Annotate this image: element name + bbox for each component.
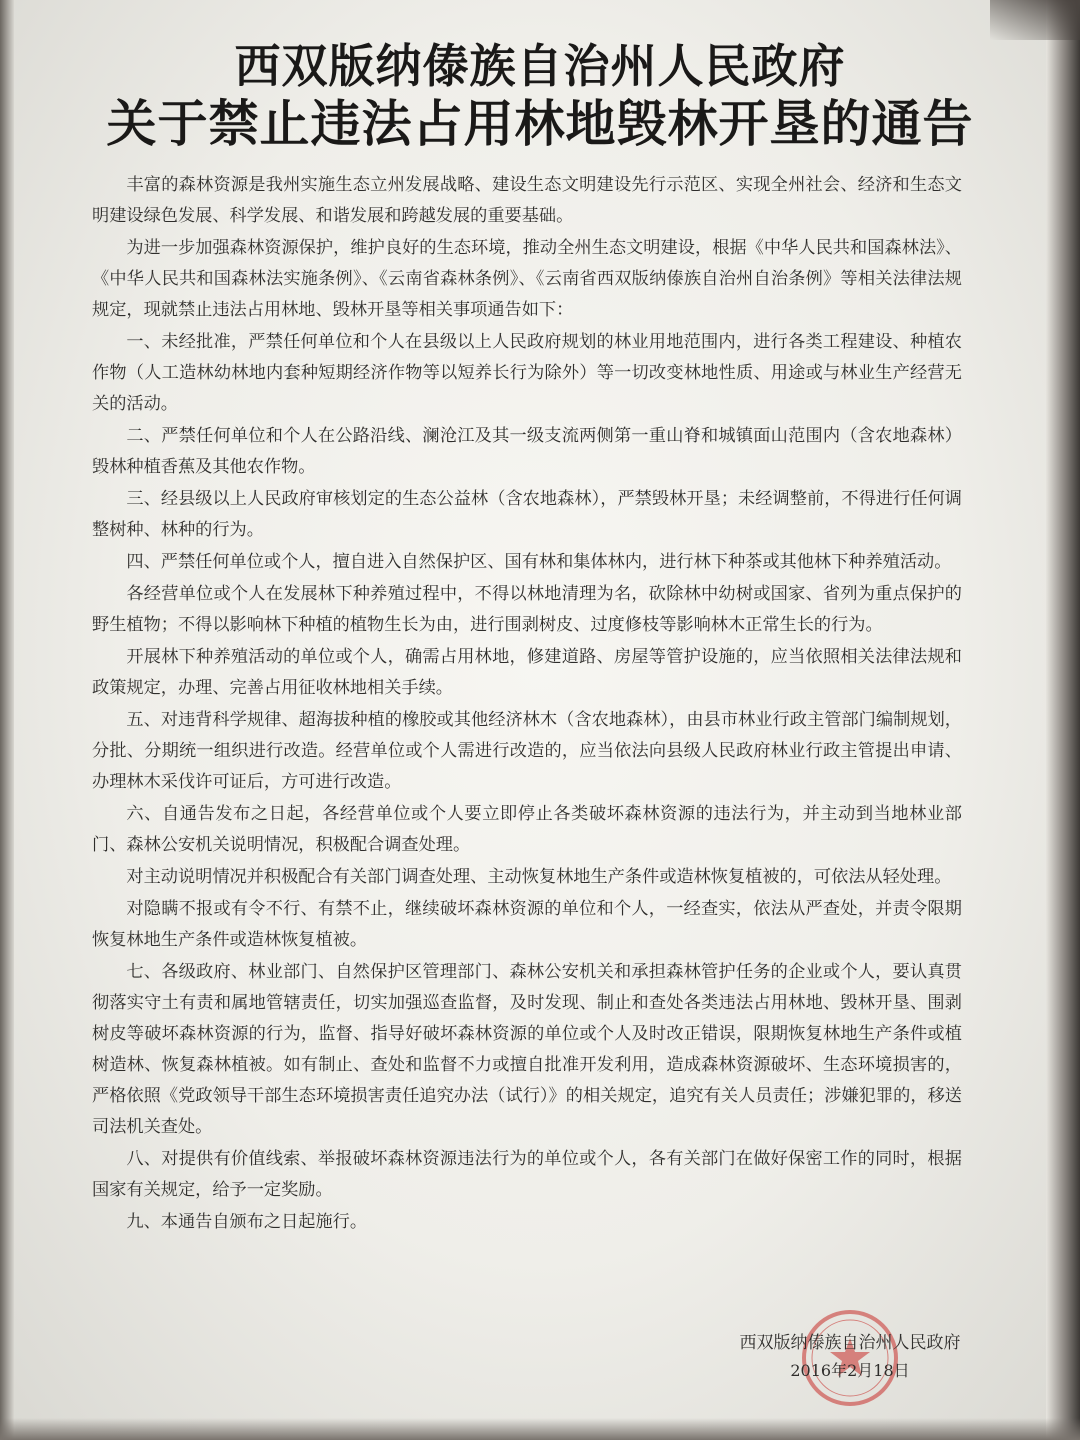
paragraph: 开展林下种养殖活动的单位或个人，确需占用林地，修建道路、房屋等管护设施的，应当依照相关法律法规和政策规定，办理、完善占用征收林地相关手续。 (92, 647, 962, 698)
signature-organization: 西双版纳傣族自治州人民政府 (739, 1333, 961, 1353)
paragraph: 各经营单位或个人在发展林下种养殖过程中，不得以林地清理为名，砍除林中幼树或国家、省列为重点保护的野生植物；不得以影响林下种植的植物生长为由，进行围剥树皮、过度修枝等影响林木正常生长的行为。 (92, 584, 962, 635)
paragraph: 七、各级政府、林业部门、自然保护区管理部门、森林公安机关和承担森林管护任务的企业或个人，要认真贯彻落实守土有责和属地管辖责任，切实加强巡查监督，及时发现、制止和查处各类违法占用林地、毁林开垦、围剥树皮等破坏森林资源的行为，监督、指导好破坏森林资源的单位或个人及时改正错误，限期恢复林地生产条件或植树造林、恢复森林植被。如有制止、查处和监督不力或擅自批准开发利用，造成森林资源破坏、生态环境损害的，严格依照《党政领导干部生态环境损害责任追究办法（试行）》的相关规定，追究有关人员责任；涉嫌犯罪的，移送司法机关查处。 (92, 962, 962, 1137)
paper-bottom-edge (0, 1418, 1080, 1440)
paragraph: 五、对违背科学规律、超海拔种植的橡胶或其他经济林木（含农地森林），由县市林业行政主管部门编制规划，分批、分期统一组织进行改造。经营单位或个人需进行改造的，应当依法向县级人民政府林业行政主管提出申请、办理林木采伐许可证后，方可进行改造。 (92, 710, 962, 792)
paragraph: 为进一步加强森林资源保护，维护良好的生态环境，推动全州生态文明建设，根据《中华人民共和国森林法》、《中华人民共和国森林法实施条例》、《云南省森林条例》、《云南省西双版纳傣族自治州自治条例》等相关法律法规规定，现就禁止违法占用林地、毁林开垦等相关事项通告如下： (92, 238, 962, 320)
paragraph: 三、经县级以上人民政府审核划定的生态公益林（含农地森林），严禁毁林开垦；未经调整前，不得进行任何调整树种、林种的行为。 (92, 489, 962, 540)
paper-left-edge (0, 0, 14, 1440)
paragraph: 丰富的森林资源是我州实施生态立州发展战略、建设生态文明建设先行示范区、实现全州社会、经济和生态文明建设绿色发展、科学发展、和谐发展和跨越发展的重要基础。 (92, 175, 962, 226)
paragraph: 对隐瞒不报或有令不行、有禁不止，继续破坏森林资源的单位和个人，一经查实，依法从严查处，并责令限期恢复林地生产条件或造林恢复植被。 (92, 899, 962, 950)
title-line-2: 关于禁止违法占用林地毁林开垦的通告 (106, 95, 974, 153)
paragraph: 一、未经批准，严禁任何单位和个人在县级以上人民政府规划的林业用地范围内，进行各类工程建设、种植农作物（人工造林幼林地内套种短期经济作物等以短养长行为除外）等一切改变林地性质、用途或与林业生产经营无关的活动。 (92, 332, 962, 414)
paragraph: 四、严禁任何单位或个人，擅自进入自然保护区、国有林和集体林内，进行林下种茶或其他林下种养殖活动。 (126, 552, 952, 572)
notice-body (92, 170, 962, 1239)
signature-block (720, 1328, 980, 1384)
title-line-1: 西双版纳傣族自治州人民政府 (234, 39, 846, 93)
paragraph: 六、自通告发布之日起，各经营单位或个人要立即停止各类破坏森林资源的违法行为，并主动到当地林业部门、森林公安机关说明情况，积极配合调查处理。 (92, 804, 962, 855)
paper-right-edge (1046, 0, 1080, 1440)
paragraph: 八、对提供有价值线索、举报破坏森林资源违法行为的单位或个人，各有关部门在做好保密工作的同时，根据国家有关规定，给予一定奖励。 (92, 1149, 962, 1200)
paragraph: 九、本通告自颁布之日起施行。 (126, 1212, 368, 1232)
signature-date: 2016年2月18日 (790, 1361, 910, 1380)
paragraph: 二、严禁任何单位和个人在公路沿线、澜沧江及其一级支流两侧第一重山脊和城镇面山范围内（含农地森林）毁林种植香蕉及其他农作物。 (92, 426, 962, 477)
paragraph: 对主动说明情况并积极配合有关部门调查处理、主动恢复林地生产条件或造林恢复植被的，可依法从轻处理。 (126, 867, 952, 887)
